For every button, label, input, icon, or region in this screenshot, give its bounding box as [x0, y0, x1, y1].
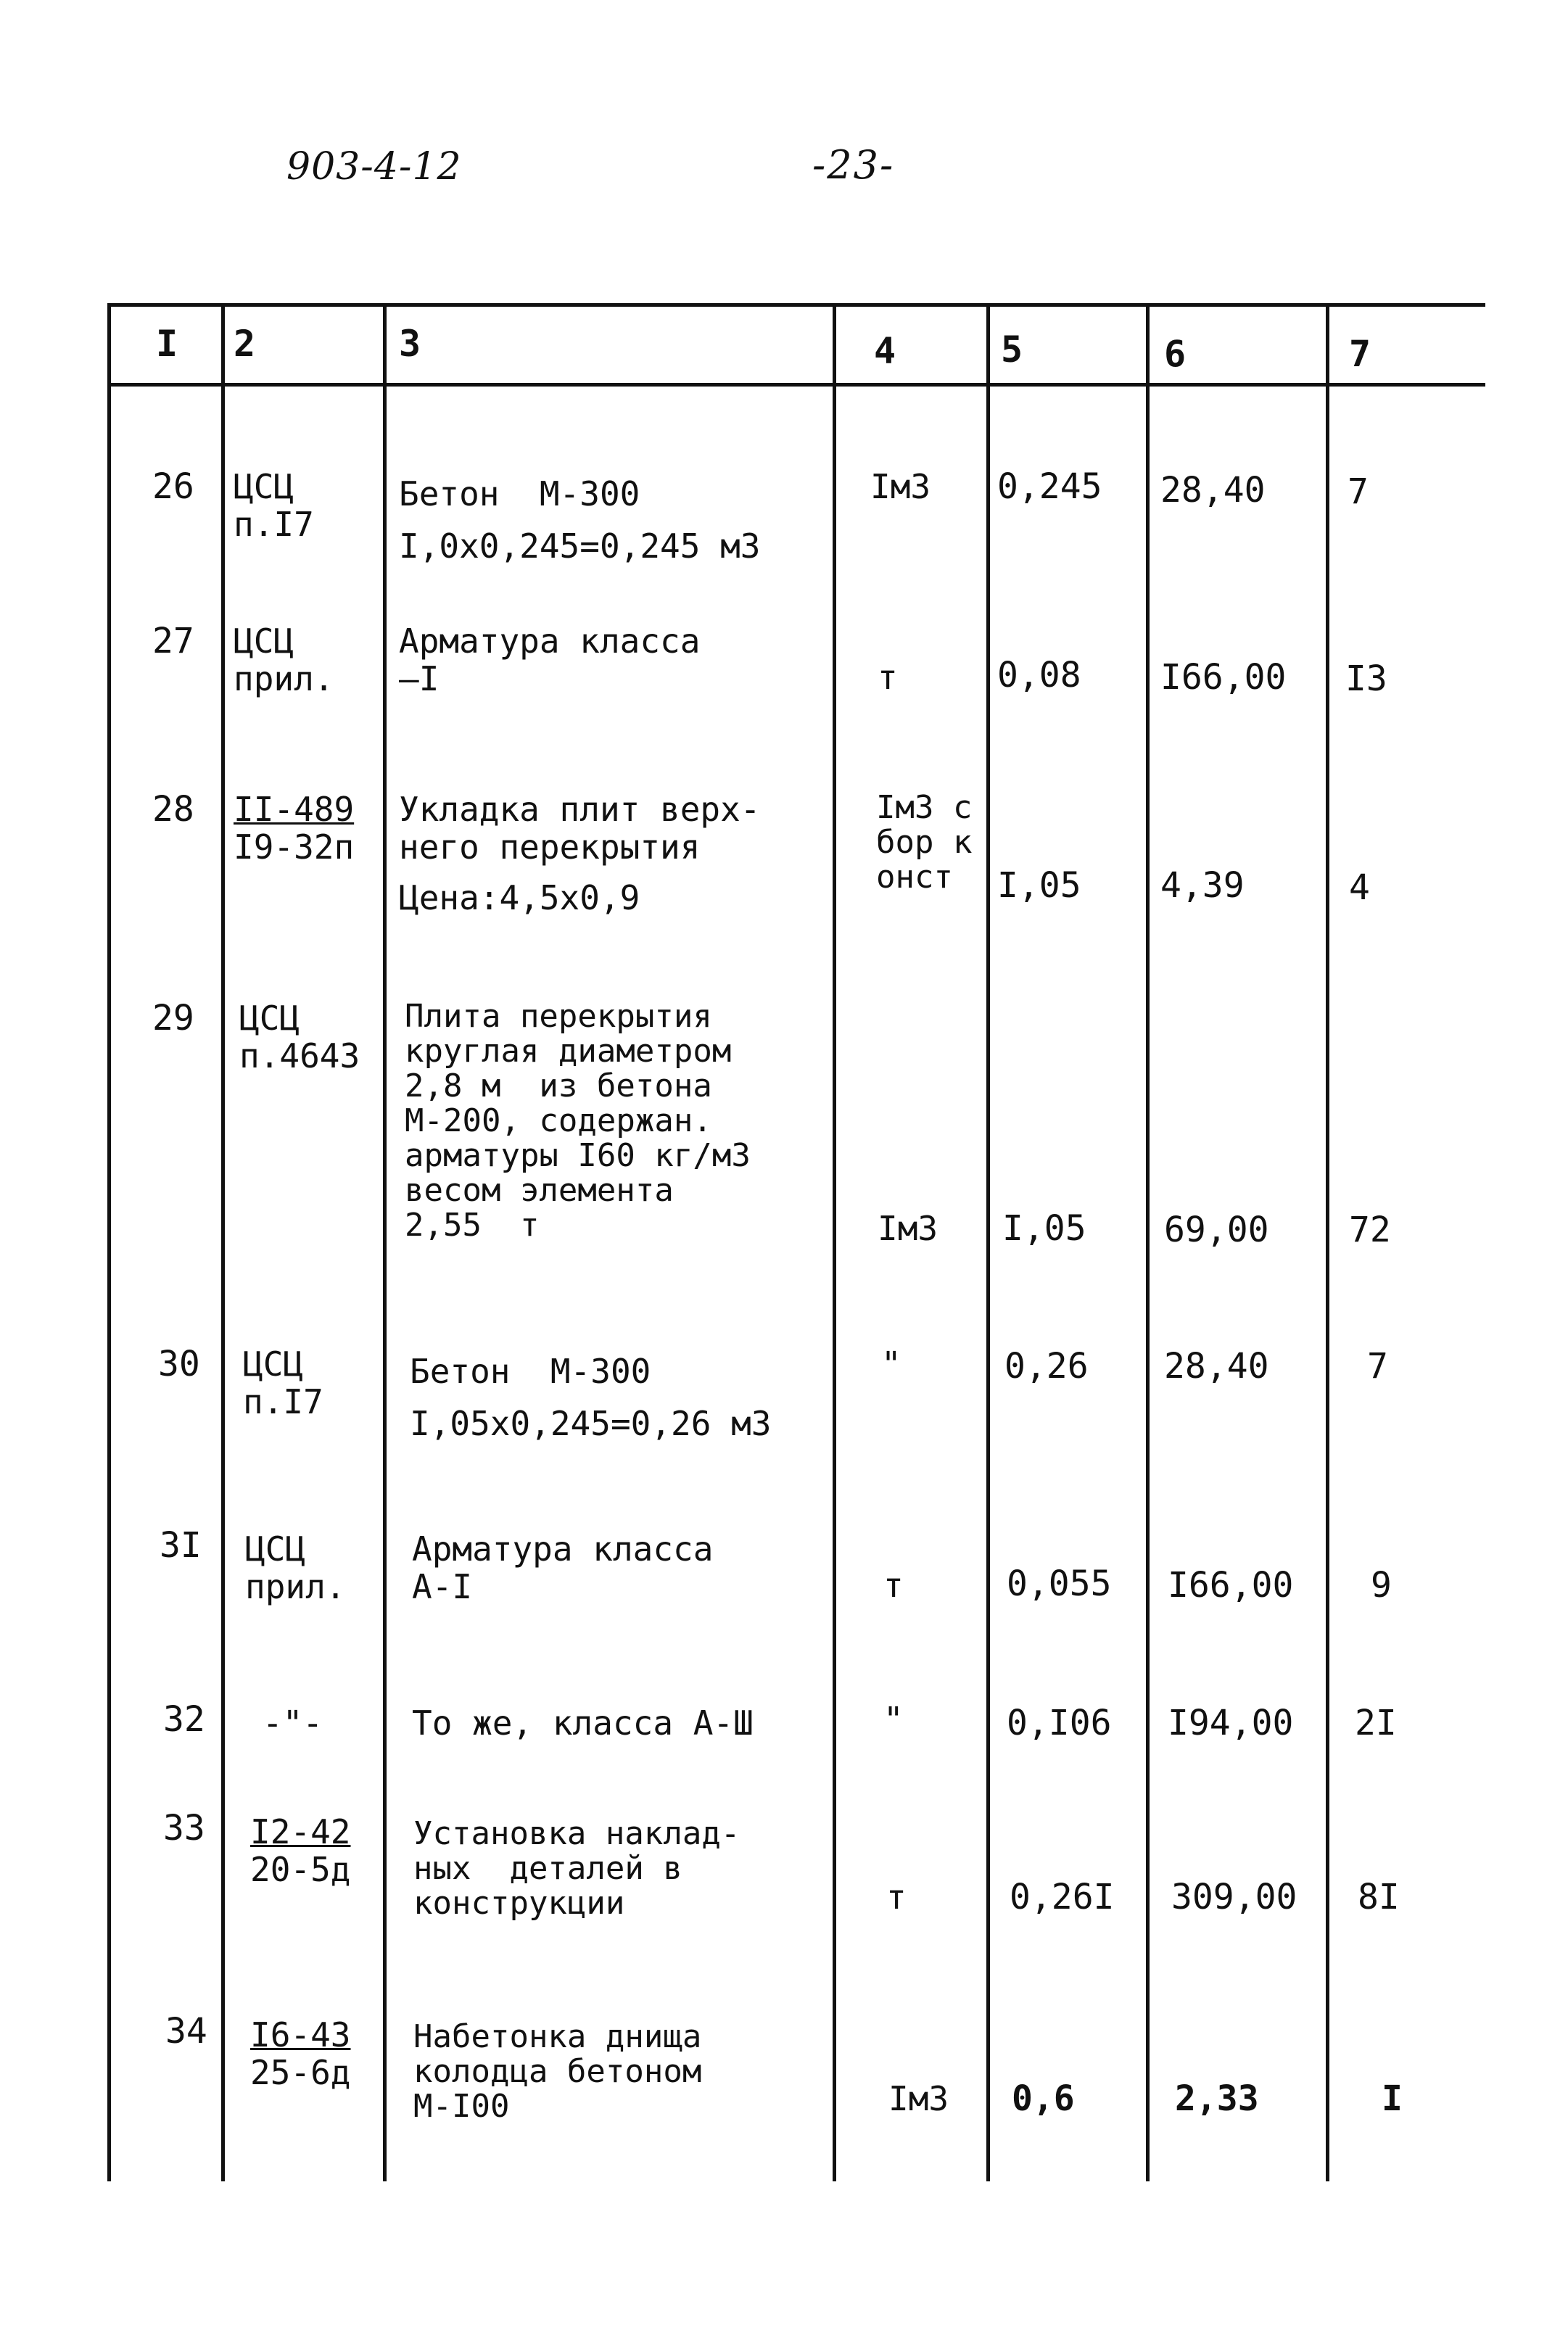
doc-code: 903-4-12 — [286, 145, 462, 189]
row-total: 4 — [1349, 867, 1370, 908]
row-qty: 0,26I — [1010, 1877, 1115, 1917]
col-header-7: 7 — [1349, 333, 1371, 375]
row-desc — [412, 1530, 713, 1606]
row-number: 32 — [163, 1699, 205, 1740]
row-number: 33 — [163, 1808, 205, 1848]
row-qty: 0,26 — [1004, 1346, 1089, 1387]
table-top-rule — [107, 303, 1485, 307]
row-total: 2I — [1355, 1703, 1397, 1743]
row-desc-line: Арматура класса — [399, 621, 701, 661]
row-number: 28 — [152, 789, 194, 830]
col-divider-3 — [833, 303, 836, 2181]
row-desc-line: ных деталей в — [413, 1850, 682, 1887]
row-ref-line: п.I7 — [243, 1382, 323, 1421]
row-ref — [234, 790, 354, 866]
row-qty: 0,I06 — [1007, 1703, 1112, 1743]
row-ref-line: II-489 — [234, 790, 355, 829]
row-ref — [245, 1530, 345, 1606]
row-ref — [234, 468, 314, 543]
row-price: 28,40 — [1160, 470, 1266, 511]
row-desc-line: Плита перекрытия — [405, 998, 712, 1035]
row-desc-line: А-I — [412, 1567, 473, 1606]
row-price: 309,00 — [1171, 1877, 1297, 1917]
col-header-3: 3 — [399, 323, 421, 365]
row-ref — [243, 1345, 323, 1421]
row-desc — [413, 1817, 740, 1921]
row-ref — [250, 1813, 350, 1888]
row-ref-line: I2-42 — [250, 1812, 351, 1851]
row-total: 7 — [1367, 1346, 1388, 1387]
col-divider-5 — [1146, 303, 1150, 2181]
row-desc-line: Бетон М-300 — [410, 1352, 651, 1391]
row-ref-line: п.4643 — [239, 1036, 360, 1075]
row-number: 29 — [152, 998, 194, 1038]
row-desc-line: Бетон М-300 — [399, 474, 640, 513]
col-divider-2 — [383, 303, 387, 2181]
row-desc-line: М-200, содержан. — [405, 1102, 712, 1139]
row-desc — [399, 790, 761, 917]
col-header-4: 4 — [874, 330, 896, 372]
table-header-rule — [107, 383, 1485, 387]
row-ref-line: прил. — [245, 1567, 346, 1606]
row-number: 3I — [160, 1525, 202, 1566]
row-total: I — [1382, 2078, 1403, 2119]
row-total: 72 — [1349, 1210, 1391, 1250]
row-total: 9 — [1371, 1565, 1392, 1606]
row-ref-line: ЦСЦ — [234, 621, 294, 661]
row-ref — [250, 2016, 350, 2091]
row-desc-line: круглая диаметром — [405, 1033, 732, 1070]
row-desc-line: М-I00 — [413, 2088, 510, 2125]
page-number: -23- — [812, 142, 895, 188]
col-divider-4 — [986, 303, 990, 2181]
row-ref-line: 20-5д — [250, 1850, 351, 1889]
row-unit: т — [883, 1566, 904, 1605]
row-desc-line: Арматура класса — [412, 1529, 714, 1569]
row-desc-line: Цена:4,5x0,9 — [399, 878, 640, 917]
row-ref-line: ЦСЦ — [239, 999, 300, 1038]
row-number: 27 — [152, 621, 194, 661]
row-unit: " — [881, 1344, 901, 1384]
row-qty: 0,055 — [1007, 1564, 1112, 1604]
row-price: 2,33 — [1175, 2078, 1259, 2119]
row-ref-line: прил. — [234, 659, 334, 698]
row-desc-line: Укладка плит верх- — [399, 790, 761, 829]
row-desc-line: конструкции — [413, 1885, 625, 1922]
col-header-1: I — [156, 323, 178, 365]
row-qty: I,05 — [997, 865, 1081, 906]
row-desc-line: него перекрытия — [399, 827, 701, 867]
col-header-6: 6 — [1164, 333, 1187, 375]
row-desc — [405, 999, 751, 1243]
row-unit: IмЗ — [888, 2079, 949, 2118]
row-number: 34 — [165, 2011, 207, 2052]
row-desc-line: колодца бетоном — [413, 2053, 702, 2090]
row-ref-line: I6-43 — [250, 2015, 351, 2054]
row-price: I94,00 — [1168, 1703, 1294, 1743]
row-desc — [410, 1345, 772, 1450]
row-price: I66,00 — [1160, 657, 1287, 698]
row-ref: -"- — [263, 1703, 323, 1743]
row-desc-line: I,05x0,245=0,26 м3 — [410, 1404, 772, 1443]
row-desc — [399, 622, 700, 698]
row-unit: IмЗ сбор конст — [876, 789, 973, 896]
row-ref-line: п.I7 — [234, 505, 314, 544]
row-desc-line: весом элемента — [405, 1172, 674, 1209]
col-divider-6 — [1326, 303, 1329, 2181]
row-unit: IмЗ — [878, 1209, 938, 1248]
row-total: I3 — [1345, 658, 1387, 699]
row-unit: IмЗ — [870, 467, 931, 506]
row-desc-line: 2,55 т — [405, 1207, 540, 1244]
row-desc-line: Установка наклад- — [413, 1815, 740, 1852]
row-unit: " — [883, 1700, 904, 1739]
row-desc-line: Набетонка днища — [413, 2018, 702, 2055]
row-qty: I,05 — [1002, 1208, 1086, 1249]
col-divider-1 — [221, 303, 225, 2181]
row-price: 69,00 — [1164, 1210, 1269, 1250]
row-ref — [239, 999, 360, 1075]
row-desc — [413, 2020, 701, 2124]
row-qty: 0,08 — [997, 655, 1081, 695]
row-ref — [234, 622, 334, 698]
row-price: 28,40 — [1164, 1346, 1269, 1387]
row-number: 30 — [158, 1344, 200, 1384]
row-ref-line: ЦСЦ — [234, 467, 294, 506]
row-number: 26 — [152, 466, 194, 507]
row-desc-line: I,0x0,245=0,245 м3 — [399, 526, 761, 566]
row-ref-line: 25-6д — [250, 2053, 351, 2092]
row-price: 4,39 — [1160, 865, 1245, 906]
col-divider-0 — [107, 303, 111, 2181]
row-unit: т — [886, 1878, 907, 1917]
row-total: 7 — [1348, 471, 1369, 512]
row-unit: т — [878, 658, 898, 697]
row-desc-line: арматуры I60 кг/м3 — [405, 1137, 751, 1174]
row-ref-line: I9-32п — [234, 827, 355, 867]
row-qty: 0,245 — [997, 466, 1102, 507]
row-total: 8I — [1358, 1877, 1400, 1917]
row-ref-line: ЦСЦ — [243, 1344, 304, 1384]
row-ref-line: ЦСЦ — [245, 1529, 306, 1569]
col-header-5: 5 — [1001, 329, 1023, 371]
row-price: I66,00 — [1168, 1565, 1294, 1606]
row-desc — [399, 468, 761, 572]
col-header-2: 2 — [234, 323, 256, 365]
row-desc-line: 2,8 м из бетона — [405, 1067, 712, 1104]
row-desc: То же, класса А-Ш — [412, 1703, 754, 1743]
row-desc-line: —I — [399, 659, 440, 698]
row-qty: 0,6 — [1012, 2078, 1075, 2119]
